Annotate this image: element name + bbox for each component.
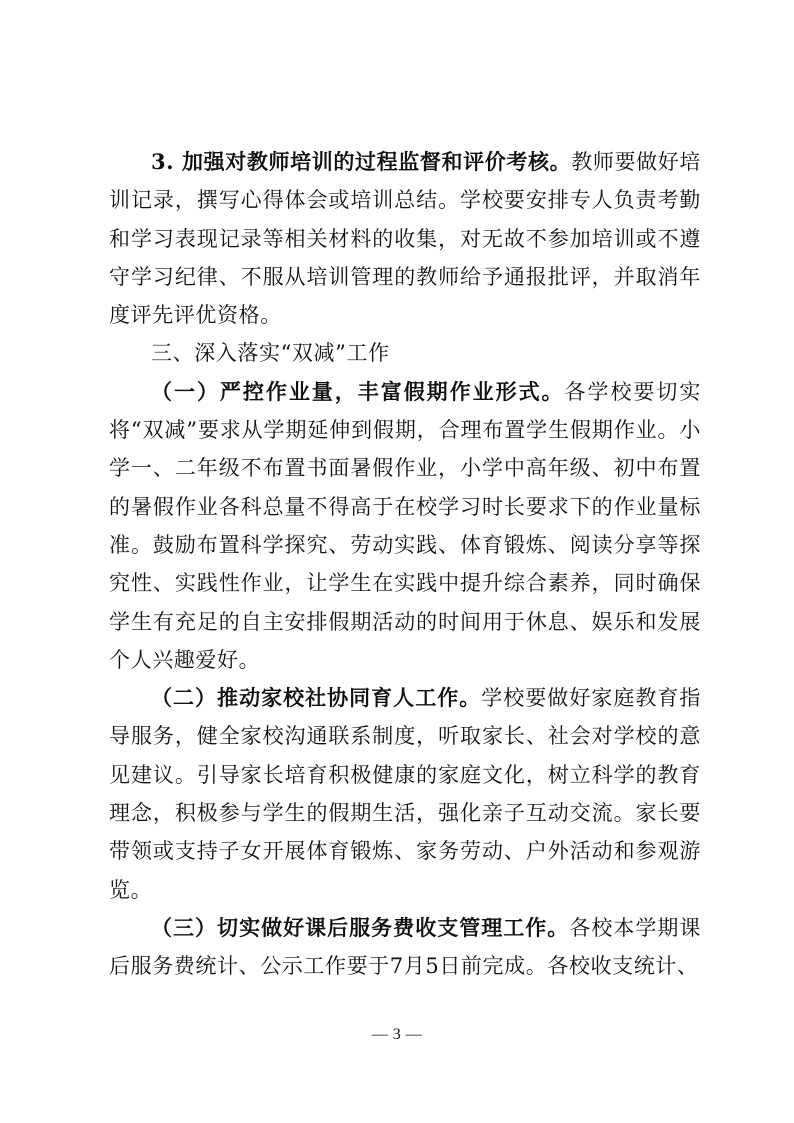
paragraph-lead: （三）切实做好课后服务费收支管理工作。 [151,914,570,940]
paragraph-after-school-fees [109,909,701,986]
paragraph-teacher-training-supervision [109,143,701,334]
paragraph-text: 教师要做好培训记录，撰写心得体会或培训总结。学校要安排专人负责考勤和学习表现记录等相关材料的收集，对无故不参加培训或不遵守学习纪律、不服从培训管理的教师给予通报批评，并取消年度评先评优资格。 [109,150,701,328]
paragraph-lead: （二）推动家校社协同育人工作。 [151,685,482,711]
page-number: — 3 — [371,1026,423,1043]
paragraph-lead: 3. 加强对教师培训的过程监督和评价考核。 [151,149,572,174]
paragraph-home-school-cooperation [109,679,701,909]
section-heading-double-reduction: 三、深入落实“双减”工作 [151,341,390,366]
paragraph-text: 各校本学期课后服务费统计、公示工作要于7月5日前完成。各校收支统计、 [109,915,701,979]
paragraph-text: 各学校要切实将“双减”要求从学期延伸到假期，合理布置学生假期作业。小学一、二年级不布置书面暑假作业，小学中高年级、初中布置的暑假作业各科总量不得高于在校学习时长要求下的作业量标准。鼓励布置科学探究、劳动实践、体育锻炼、阅读分享等探究性、实践性作业，让学生在实践中提升综合素养，同时确保学生有充足的自主安排假期活动的时间用于休息、娱乐和发展个人兴趣爱好。 [109,379,701,672]
paragraph-lead: （一）严控作业量，丰富假期作业形式。 [151,378,565,404]
paragraph-homework-control [109,373,701,679]
paragraph-text: 学校要做好家庭教育指导服务，健全家校沟通联系制度，听取家长、社会对学校的意见建议。引导家长培育积极健康的家庭文化，树立科学的教育理念，积极参与学生的假期生活，强化亲子互动交流。家长要带领或支持子女开展体育锻炼、家务劳动、户外活动和参观游览。 [109,686,701,902]
document-body [109,143,701,986]
